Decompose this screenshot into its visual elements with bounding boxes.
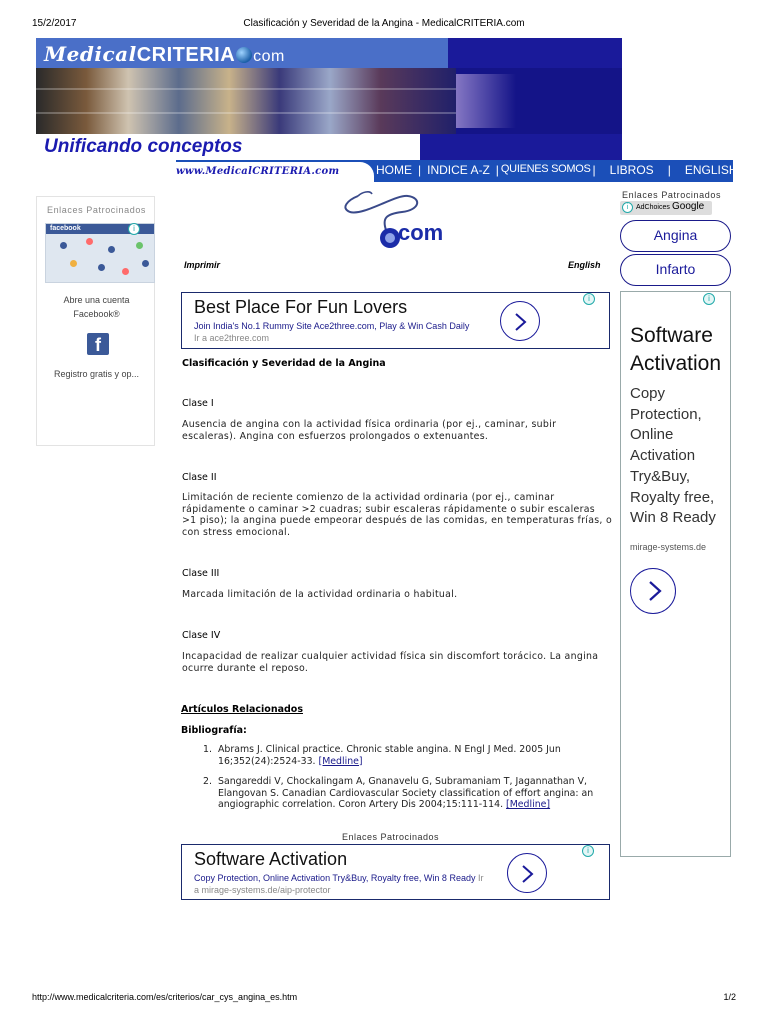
site-logo[interactable] xyxy=(44,42,285,67)
facebook-reg-text: Facebook® xyxy=(73,309,120,319)
ad-info-icon: i xyxy=(622,202,633,213)
facebook-ad-image[interactable] xyxy=(45,223,155,283)
open-account-text: Abre una cuenta xyxy=(63,295,130,305)
reference-item xyxy=(203,776,613,824)
slogan-row xyxy=(36,134,622,162)
bottom-ad-url[interactable]: Ir a mirage-systems.de/aip-protector xyxy=(194,873,484,895)
class-text: Limitación de reciente comienzo de la actividad ordinaria (por ej., caminar rápidamente o caminar >2 cuadras; subir escaleras rápidamente o subir escaleras >1 piso); la angina puede empeorar después de las comidas, en temperaturas frías, o con stress emocional. xyxy=(182,492,613,538)
center-logo-text: com xyxy=(398,220,444,245)
reference-text: Sangareddi V, Chockalingam A, Gnanavelu G, Subramaniam T, Jagannathan V, Elangovan S. Canadian Cardiovascular Society classification of effort angina: an angiographic correlation. Coron Artery Dis 2004;15:111-114. xyxy=(218,776,594,810)
medline-link[interactable]: [Medline] xyxy=(506,799,551,810)
bottom-sponsored-title: Enlaces Patrocinados xyxy=(342,832,440,842)
reference-number: 2. xyxy=(203,776,212,787)
print-footer xyxy=(32,992,736,1006)
class-text: Marcada limitación de la actividad ordinaria o habitual. xyxy=(182,589,458,600)
left-sponsored-title: Enlaces Patrocinados xyxy=(46,205,147,215)
nav-quienes-somos[interactable]: QUIENES SOMOS xyxy=(500,163,591,175)
top-ad[interactable] xyxy=(181,292,610,349)
right-ad-title-line1: Software xyxy=(630,324,713,347)
slogan: Unificando conceptos xyxy=(44,136,243,157)
bottom-ad-desc xyxy=(194,872,484,896)
globe-icon xyxy=(236,47,252,63)
class-label: Clase III xyxy=(182,568,220,579)
nav-indice[interactable]: INDICE A-Z xyxy=(427,163,490,177)
nav-home[interactable]: HOME xyxy=(376,163,412,177)
logo-suffix: com xyxy=(253,48,285,65)
print-title: Clasificación y Severidad de la Angina - MedicalCRITERIA.com xyxy=(243,18,525,29)
top-ad-url[interactable]: Ir a ace2three.com xyxy=(194,333,270,343)
angina-link[interactable]: Angina xyxy=(620,220,731,252)
facebook-bar: facebook xyxy=(46,224,154,234)
top-ad-arrow-button[interactable] xyxy=(500,301,540,341)
right-ad-site[interactable]: mirage-systems.de xyxy=(630,542,707,552)
ad-info-icon[interactable]: i xyxy=(583,293,595,305)
adchoices-label: AdChoices xyxy=(636,204,670,211)
site-url: www.MedicalCRITERIA.com xyxy=(176,166,340,177)
bottom-ad-title[interactable]: Software Activation xyxy=(194,849,348,869)
reference-text: Abrams J. Clinical practice. Chronic stable angina. N Engl J Med. 2005 Jun 16;352(24):2524-33. xyxy=(218,744,561,767)
reference-number: 1. xyxy=(203,744,212,755)
chevron-right-icon xyxy=(513,312,529,332)
article-title: Clasificación y Severidad de la Angina xyxy=(182,358,386,369)
class-label: Clase II xyxy=(182,472,217,483)
ad-info-icon[interactable]: i xyxy=(128,223,140,235)
facebook-icon[interactable]: f xyxy=(87,333,109,355)
print-header xyxy=(32,18,736,32)
right-ad[interactable] xyxy=(620,291,731,857)
banner-right-panel xyxy=(456,68,622,134)
right-sponsored-title: Enlaces Patrocinados xyxy=(622,190,722,200)
class-label: Clase I xyxy=(182,398,214,409)
left-sidebar xyxy=(36,196,155,446)
print-url: http://www.medicalcriteria.com/es/criterios/car_cys_angina_es.htm xyxy=(32,992,298,1002)
banner-logo-strip xyxy=(36,38,448,68)
fb-ad-text[interactable] xyxy=(37,293,156,321)
print-page-number: 1/2 xyxy=(723,992,736,1002)
register-text[interactable]: Registro gratis y op... xyxy=(53,369,140,379)
top-ad-title[interactable]: Best Place For Fun Lovers xyxy=(194,297,408,317)
banner-photo-collage xyxy=(36,68,456,134)
chevron-right-icon xyxy=(520,864,536,884)
google-label: Google xyxy=(672,201,705,212)
nav-english[interactable]: ENGLISH xyxy=(684,163,738,177)
right-ad-title-line2: Activation xyxy=(630,352,722,375)
nav-items: HOME | INDICE A-Z | QUIENES SOMOS | LIBROS | ENGLISH xyxy=(376,163,738,177)
right-ad-arrow-button[interactable] xyxy=(630,568,676,614)
bottom-ad-desc-text: Copy Protection, Online Activation Try&Buy, Royalty free, Win 8 Ready xyxy=(194,873,476,883)
right-ad-desc: Copy Protection, Online Activation Try&Buy, Royalty free, Win 8 Ready xyxy=(630,385,716,527)
top-ad-desc: Join India's No.1 Rummy Site Ace2three.com, Play & Win Cash Daily xyxy=(194,321,470,331)
medline-link[interactable]: [Medline] xyxy=(318,755,363,767)
right-ad-title[interactable] xyxy=(630,322,721,378)
class-text: Incapacidad de realizar cualquier actividad física sin discomfort torácico. La angina ocurre durante el reposo. xyxy=(182,651,599,674)
adchoices-badge[interactable] xyxy=(620,201,712,215)
ad-info-icon[interactable]: i xyxy=(703,293,715,305)
class-label: Clase IV xyxy=(182,630,221,641)
chevron-right-icon xyxy=(646,580,664,602)
reference-item xyxy=(203,744,613,768)
ad-info-icon[interactable]: i xyxy=(582,845,594,857)
print-link[interactable]: Imprimir xyxy=(184,260,221,270)
bottom-ad[interactable] xyxy=(181,844,610,900)
bibliography-heading: Bibliografía: xyxy=(181,725,247,736)
english-link[interactable]: English xyxy=(568,260,601,270)
class-text: Ausencia de angina con la actividad física ordinaria (por ej., caminar, subir escaleras). Angina con esfuerzos prolongados o extenuantes. xyxy=(182,419,557,442)
bottom-ad-arrow-button[interactable] xyxy=(507,853,547,893)
print-date: 15/2/2017 xyxy=(32,18,77,29)
logo-prefix: Medical xyxy=(44,42,137,66)
nav-libros[interactable]: LIBROS xyxy=(609,163,654,177)
infarto-link[interactable]: Infarto xyxy=(620,254,731,286)
site-url-mark xyxy=(138,162,374,182)
related-articles-link[interactable]: Artículos Relacionados xyxy=(181,704,303,715)
logo-main: CRITERIA xyxy=(136,44,236,66)
site-banner[interactable] xyxy=(36,38,622,134)
